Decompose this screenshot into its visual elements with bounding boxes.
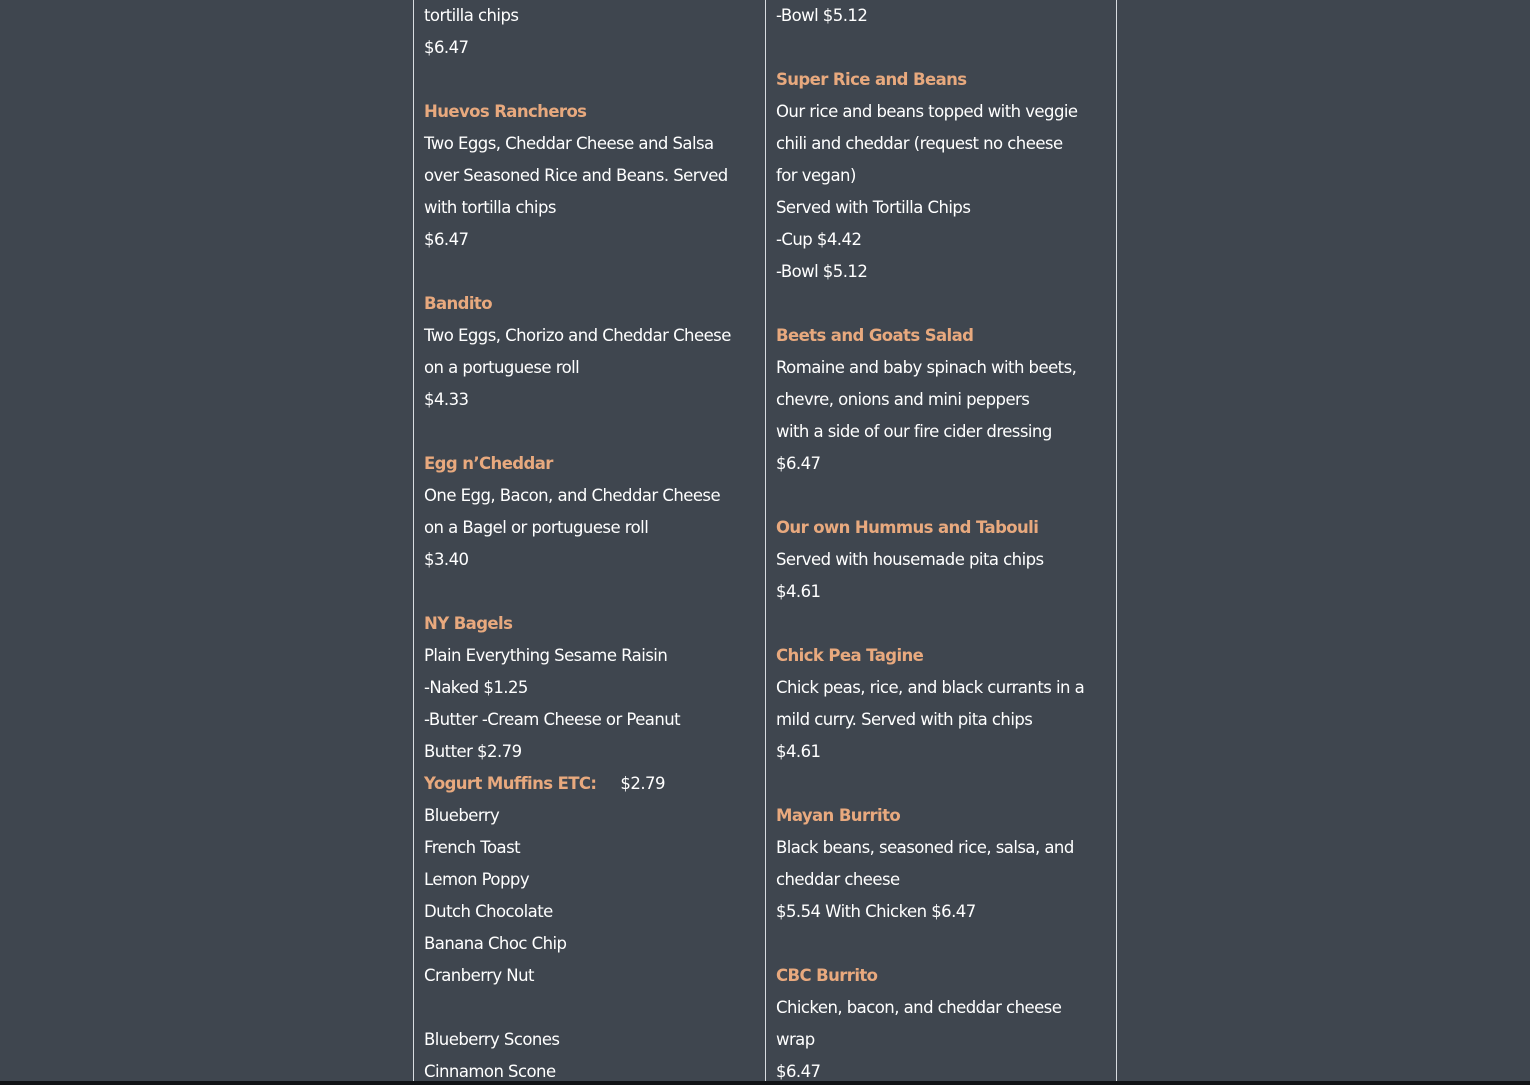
- item-title-huevos-rancheros: Huevos Rancheros: [424, 102, 587, 121]
- item-description: with tortilla chips: [424, 198, 556, 217]
- item-description: Our rice and beans topped with veggie: [776, 102, 1078, 121]
- item-title-yogurt-muffins: Yogurt Muffins ETC:: [424, 774, 597, 793]
- list-item: Blueberry: [424, 806, 500, 825]
- spacer: [776, 928, 1108, 960]
- item-title-mayan-burrito: Mayan Burrito: [776, 806, 901, 825]
- item-option: -Bowl $5.12: [776, 262, 868, 281]
- item-option: -Bowl $5.12: [776, 6, 868, 25]
- item-title-bandito: Bandito: [424, 294, 492, 313]
- bottom-edge-bar: [0, 1081, 1530, 1085]
- spacer: [776, 288, 1108, 320]
- spacer: [424, 576, 757, 608]
- item-description: Chicken, bacon, and cheddar cheese: [776, 998, 1062, 1017]
- item-option: Butter $2.79: [424, 742, 522, 761]
- spacer: [424, 416, 757, 448]
- item-description: Black beans, seasoned rice, salsa, and: [776, 838, 1074, 857]
- item-title-ny-bagels: NY Bagels: [424, 614, 513, 633]
- item-description: Romaine and baby spinach with beets,: [776, 358, 1077, 377]
- item-description: One Egg, Bacon, and Cheddar Cheese: [424, 486, 721, 505]
- item-description: Plain Everything Sesame Raisin: [424, 646, 668, 665]
- item-price: $5.54 With Chicken $6.47: [776, 902, 976, 921]
- menu-text: tortilla chips: [424, 6, 519, 25]
- item-description: Two Eggs, Cheddar Cheese and Salsa: [424, 134, 714, 153]
- item-description: Chick peas, rice, and black currants in a: [776, 678, 1085, 697]
- item-price: $4.61: [776, 742, 821, 761]
- item-price: $6.47: [776, 454, 821, 473]
- item-description: cheddar cheese: [776, 870, 900, 889]
- list-item: Banana Choc Chip: [424, 934, 567, 953]
- list-item: Dutch Chocolate: [424, 902, 553, 921]
- item-price: $4.33: [424, 390, 469, 409]
- spacer: [776, 480, 1108, 512]
- item-description: Two Eggs, Chorizo and Cheddar Cheese: [424, 326, 731, 345]
- menu-column-right: [765, 0, 1117, 1081]
- item-description: with a side of our fire cider dressing: [776, 422, 1052, 441]
- item-title-cbc-burrito: CBC Burrito: [776, 966, 878, 985]
- item-price: $6.47: [424, 38, 469, 57]
- spacer: [776, 32, 1108, 64]
- list-item: French Toast: [424, 838, 521, 857]
- list-item: Blueberry Scones: [424, 1030, 560, 1049]
- spacer: [776, 608, 1108, 640]
- item-description: over Seasoned Rice and Beans. Served: [424, 166, 728, 185]
- item-price: $6.47: [776, 1062, 821, 1081]
- item-description: Served with housemade pita chips: [776, 550, 1044, 569]
- item-description: Served with Tortilla Chips: [776, 198, 971, 217]
- item-price: $4.61: [776, 582, 821, 601]
- item-description: for vegan): [776, 166, 856, 185]
- item-option: -Naked $1.25: [424, 678, 528, 697]
- spacer: [424, 256, 757, 288]
- list-item: Cinnamon Scone: [424, 1062, 556, 1081]
- item-option: -Cup $4.42: [776, 230, 862, 249]
- spacer: [776, 768, 1108, 800]
- spacer: [424, 992, 757, 1024]
- item-price: $3.40: [424, 550, 469, 569]
- item-title-chick-pea-tagine: Chick Pea Tagine: [776, 646, 924, 665]
- item-title-beets-and-goats-salad: Beets and Goats Salad: [776, 326, 974, 345]
- item-title-hummus-and-tabouli: Our own Hummus and Tabouli: [776, 518, 1039, 537]
- list-item: Cranberry Nut: [424, 966, 534, 985]
- item-description: on a portuguese roll: [424, 358, 580, 377]
- item-price: $2.79: [620, 774, 665, 793]
- item-description: chevre, onions and mini peppers: [776, 390, 1030, 409]
- item-price: $6.47: [424, 230, 469, 249]
- item-description: on a Bagel or portuguese roll: [424, 518, 649, 537]
- item-title-super-rice-and-beans: Super Rice and Beans: [776, 70, 967, 89]
- item-title-egg-n-cheddar: Egg n’Cheddar: [424, 454, 553, 473]
- item-description: chili and cheddar (request no cheese: [776, 134, 1063, 153]
- item-description: wrap: [776, 1030, 815, 1049]
- menu-column-left: [413, 0, 766, 1081]
- item-description: mild curry. Served with pita chips: [776, 710, 1033, 729]
- list-item: Lemon Poppy: [424, 870, 530, 889]
- yogurt-muffins-row: [424, 768, 757, 800]
- item-option: -Butter -Cream Cheese or Peanut: [424, 710, 681, 729]
- spacer: [424, 64, 757, 96]
